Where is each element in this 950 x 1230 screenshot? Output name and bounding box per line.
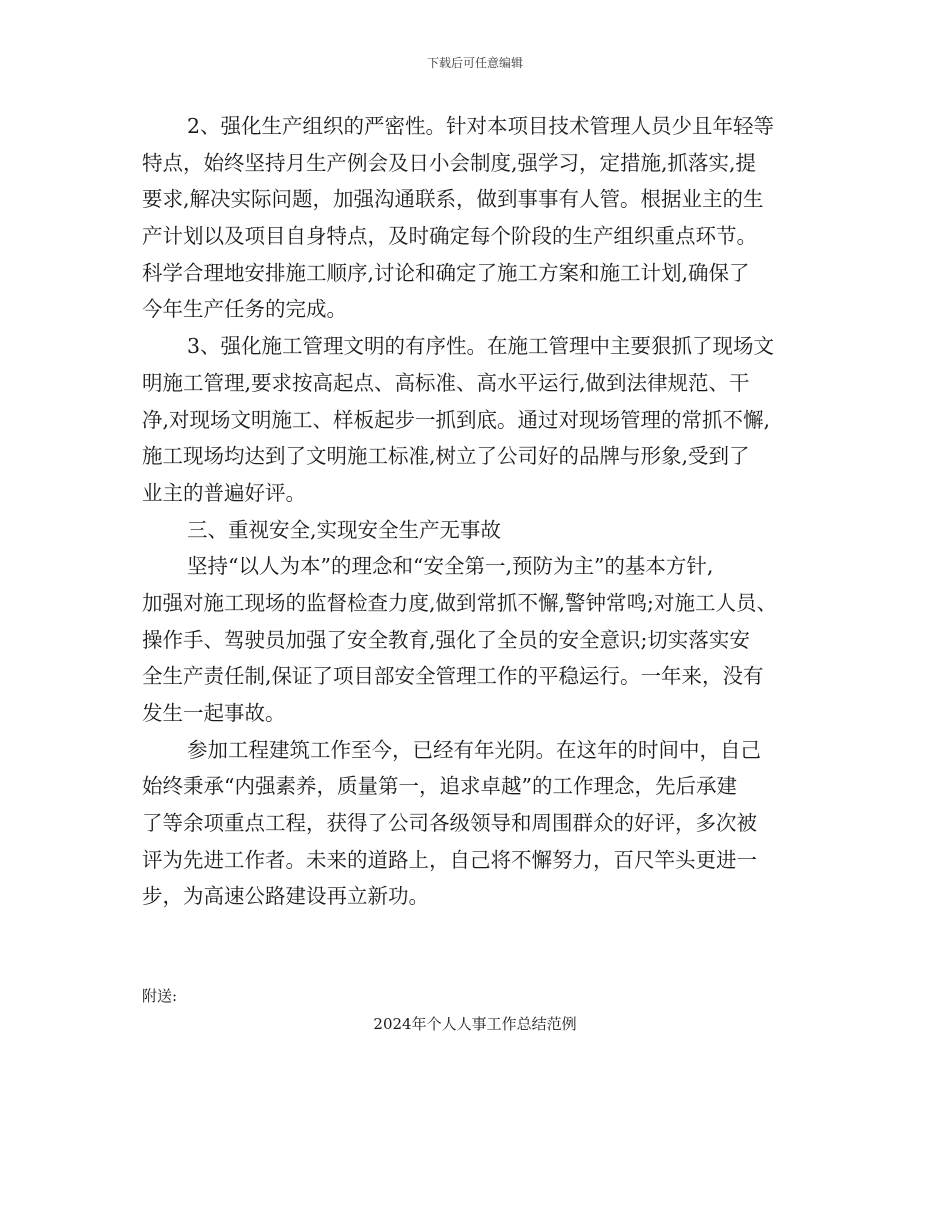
text-line: 了等余项重点工程，获得了公司各级领导和周围群众的好评，多次被 xyxy=(142,811,757,836)
text-line: 科学合理地安排施工顺序,讨论和确定了施工方案和施工计划,确保了 xyxy=(142,260,750,285)
text-line: 操作手、驾驶员加强了安全教育,强化了全员的安全意识;切实落实安 xyxy=(142,627,750,652)
text-line: 业主的普遍好评。 xyxy=(142,480,306,505)
document-body xyxy=(142,108,814,915)
text-line: 施工现场均达到了文明施工标准,树立了公司好的品牌与形象,受到了 xyxy=(142,444,750,469)
text-line: 要求,解决实际问题，加强沟通联系，做到事事有人管。根据业主的生 xyxy=(142,187,764,212)
text-line: 2、强化生产组织的严密性。针对本项目技术管理人员少且年轻等 xyxy=(187,114,775,138)
text-line: 产计划以及项目自身特点，及时确定每个阶段的生产组织重点环节。 xyxy=(142,224,757,249)
text-line: 参加工程建筑工作至今，已经有年光阴。在这年的时间中，自己 xyxy=(187,737,761,762)
text-line: 净,对现场文明施工、样板起步一抓到底。通过对现场管理的常抓不懈, xyxy=(142,407,771,432)
text-line: 三、重视安全,实现安全生产无事故 xyxy=(187,517,502,542)
text-line: 特点，始终坚持月生产例会及日小会制度,强学习，定措施,抓落实,提 xyxy=(142,150,757,175)
text-line: 发生一起事故。 xyxy=(142,701,286,725)
text-line: 始终秉承“内强素养，质量第一，追求卓越”的工作理念，先后承建 xyxy=(142,774,737,799)
text-line: 明施工管理,要求按高起点、高标准、高水平运行,做到法律规范、干 xyxy=(142,370,750,395)
text-line: 步，为高速公路建设再立新功。 xyxy=(142,884,429,909)
text-line: 评为先进工作者。未来的道路上，自己将不懈努力，百尺竿头更进一 xyxy=(142,847,757,872)
text-line: 全生产责任制,保证了项目部安全管理工作的平稳运行。一年来，没有 xyxy=(142,664,764,689)
text-line: 3、强化施工管理文明的有序性。在施工管理中主要狠抓了现场文 xyxy=(187,334,775,359)
text-line: 今年生产任务的完成。 xyxy=(142,297,347,322)
appendix-title: 2024年个人人事工作总结范例 xyxy=(373,1015,577,1033)
text-line: 加强对施工现场的监督检查力度,做到常抓不懈,警钟常鸣;对施工人员、 xyxy=(142,590,777,615)
header-note: 下载后可任意编辑 xyxy=(426,56,523,70)
appendix-label: 附送: xyxy=(142,987,178,1005)
text-line: 坚持“以人为本”的理念和“安全第一,预防为主”的基本方针, xyxy=(187,554,714,579)
